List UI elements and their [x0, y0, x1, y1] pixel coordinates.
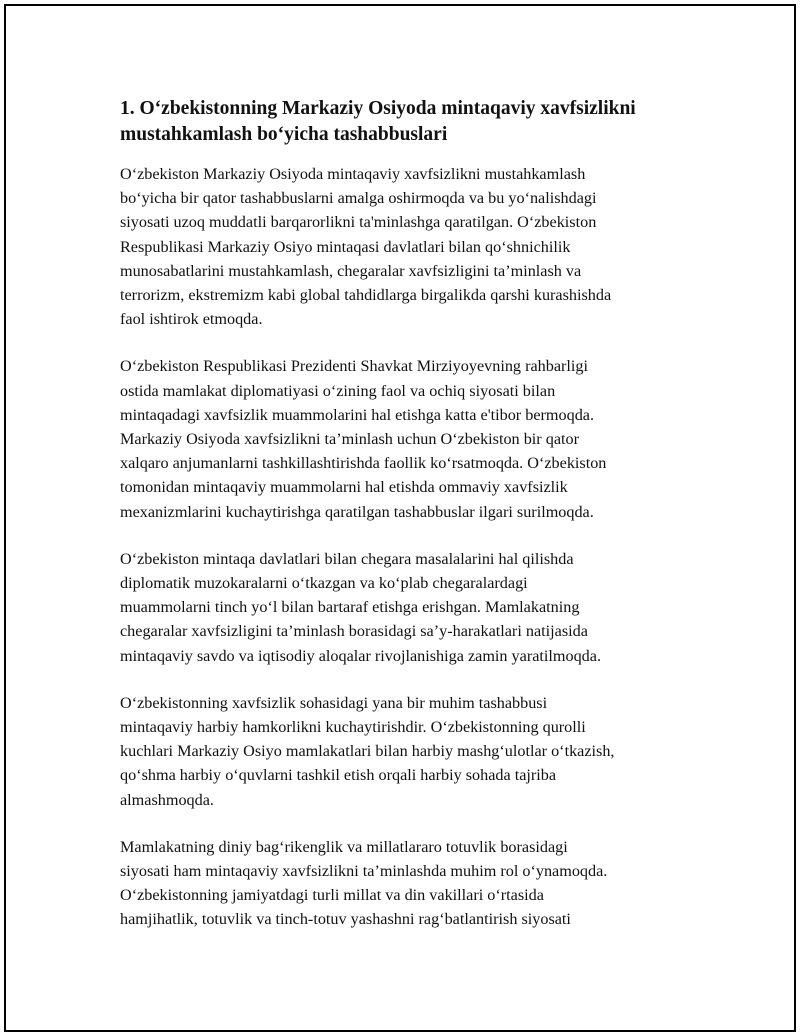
section-heading: 1. O‘zbekistonning Markaziy Osiyoda mintaqaviy xavfsizlikni mustahkamlash bo‘yicha tashabbuslari: [120, 98, 636, 145]
document-body: [120, 96, 700, 955]
paragraph-4: O‘zbekistonning xavfsizlik sohasidagi yana bir muhim tashabbusi mintaqaviy harbiy hamkorlikni kuchaytirishdir. O‘zbekistonning qurolli kuchlari Markaziy Osiyo mamlakatlari bilan harbiy mashg‘ulotlar o‘tkazish, qo‘shma harbiy o‘quvlarni tashkil etish orqali harbiy sohada tajriba almashmoqda.: [120, 693, 615, 809]
paragraph-1: O‘zbekiston Markaziy Osiyoda mintaqaviy xavfsizlikni mustahkamlash bo‘yicha bir qator tashabbuslarni amalga oshirmoqda va bu yo‘nalishdagi siyosati uzoq muddatli barqarorlikni ta'minlashga qaratilgan. O‘zbekiston Respublikasi Markaziy Osiyo mintaqasi davlatlari bilan qo‘shnichilik munosabatlarini mustahkamlash, chegaralar xavfsizligini ta’minlash va terrorizm, ekstremizm kabi global tahdidlarga birgalikda qarshi kurashishda faol ishtirok etmoqda.: [120, 165, 612, 329]
paragraph-3: O‘zbekiston mintaqa davlatlari bilan chegara masalalarini hal qilishda diplomatik muzokaralarni o‘tkazgan va ko‘plab chegaralardagi muammolarni tinch yo‘l bilan bartaraf etishga erishgan. Mamlakatning chegaralar xavfsizligini ta’minlash borasidagi sa’y-harakatlari natijasida mintaqaviy savdo va iqtisodiy aloqalar rivojlanishiga zamin yaratilmoqda.: [120, 549, 602, 665]
paragraph-5: Mamlakatning diniy bag‘rikenglik va millatlararo totuvlik borasidagi siyosati ham mintaqaviy xavfsizlikni ta’minlashda muhim rol o‘ynamoqda. O‘zbekistonning jamiyatdagi turli millat va din vakillari o‘rtasida hamjihatlik, totuvlik va tinch-totuv yashashni rag‘batlantirish siyosati: [120, 837, 608, 929]
page-frame: [4, 4, 796, 1032]
paragraph-2: O‘zbekiston Respublikasi Prezidenti Shavkat Mirziyoyevning rahbarligi ostida mamlakat diplomatiyasi o‘zining faol va ochiq siyosati bilan mintaqadagi xavfsizlik muammolarini hal etishga katta e'tibor bermoqda. Markaziy Osiyoda xavfsizlikni ta’minlash uchun O‘zbekiston bir qator xalqaro anjumanlarni tashkillashtirishda faollik ko‘rsatmoqda. O‘zbekiston tomonidan mintaqaviy muammolarni hal etishda ommaviy xavfsizlik mexanizmlarini kuchaytirishga qaratilgan tashabbuslar ilgari surilmoqda.: [120, 357, 607, 521]
